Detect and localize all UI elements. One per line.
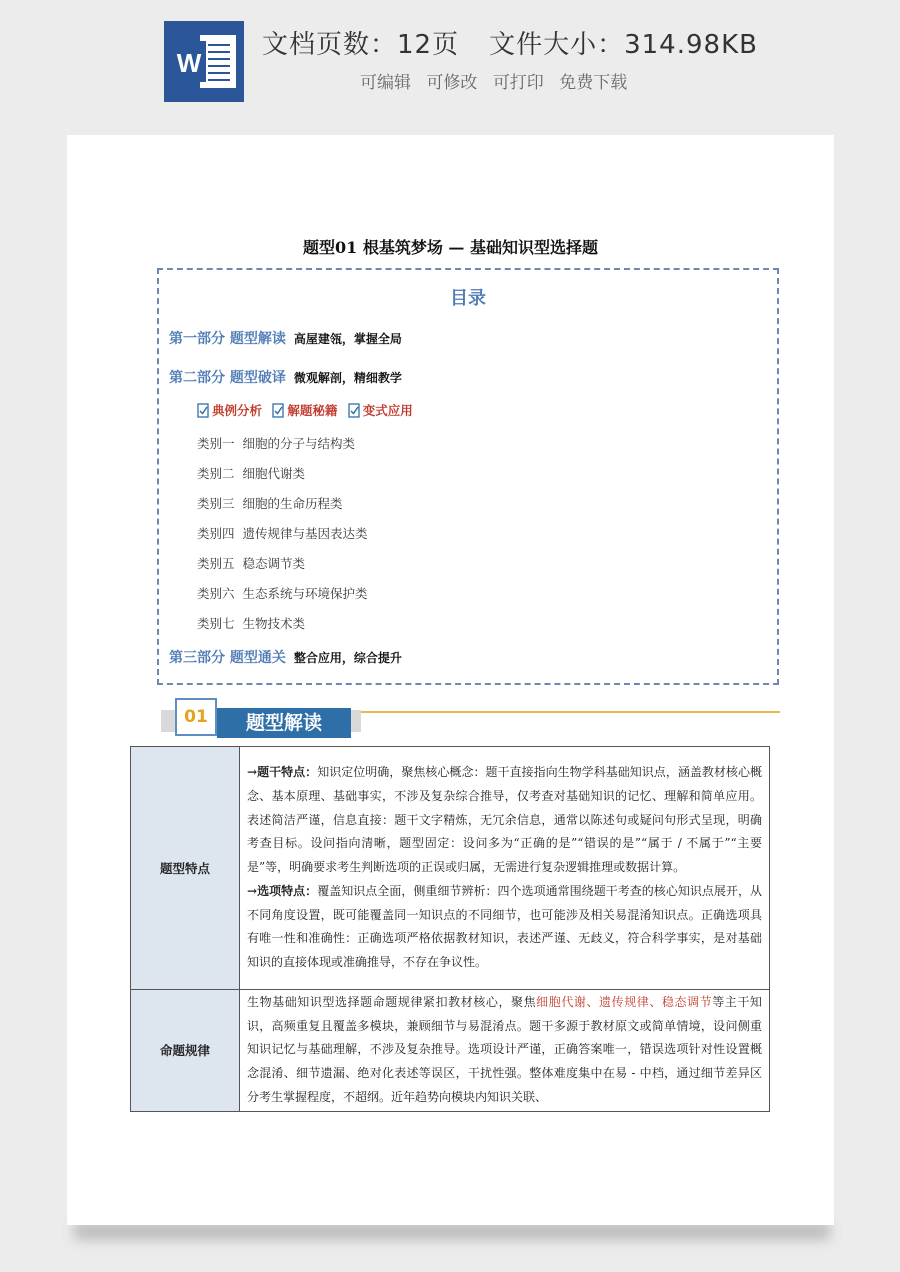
highlight-separator: 、 xyxy=(586,995,600,1009)
toc-part-subtitle: 微观解剖，精细教学 xyxy=(293,371,402,385)
feature-item: 可打印 xyxy=(492,73,544,93)
category-name: 细胞的生命历程类 xyxy=(242,496,343,511)
toc-category-item[interactable] xyxy=(197,614,305,632)
toc-part-3[interactable] xyxy=(169,647,402,667)
category-number: 类别四 xyxy=(197,526,235,541)
word-logo-letter: W xyxy=(176,48,202,78)
word-logo-icon xyxy=(164,21,244,102)
highlight-keyword: 遗传规律 xyxy=(599,995,650,1009)
toc-part-2[interactable] xyxy=(169,367,402,387)
feature-list xyxy=(360,68,637,93)
toc-heading: 目录 xyxy=(450,288,486,309)
row-content xyxy=(240,990,770,1112)
toc-category-item[interactable] xyxy=(197,434,355,452)
tag-label: 解题秘籍 xyxy=(287,403,338,418)
toc-tags xyxy=(197,401,419,421)
paragraph-option-features xyxy=(247,880,762,975)
paragraph-pattern xyxy=(247,991,762,1110)
toc-category-item[interactable] xyxy=(197,464,305,482)
category-number: 类别七 xyxy=(197,616,235,631)
row-content xyxy=(240,747,770,990)
paragraph-stem-features xyxy=(247,761,762,880)
highlight-separator: 、 xyxy=(649,995,662,1009)
feature-item: 可修改 xyxy=(426,73,478,93)
paragraph-text: 等主干知识，高频重复且覆盖多模块，兼顾细节与易混淆点。题干多源于教材原文或简单情境，设问侧重知识记忆与基础理解，不涉及复杂推导。选项设计严谨，正确答案唯一，错误选项针对性设置概念混淆、细节遗漏、绝对化表述等误区，干扰性强。整体难度集中在易 - 中档，通过细节差异区分考生掌握程度，不超纲。近年趋势向模块内知识关联、 xyxy=(247,995,762,1104)
tag-label: 典例分析 xyxy=(212,403,263,418)
category-number: 类别六 xyxy=(197,586,235,601)
paragraph-text: 生物基础知识型选择题命题规律紧扣教材核心，聚焦 xyxy=(247,995,537,1009)
section-number: 01 xyxy=(175,698,217,736)
toc-category-item[interactable] xyxy=(197,524,368,542)
row-header: 命题规律 xyxy=(131,990,240,1112)
tag-example-analysis[interactable] xyxy=(197,401,262,419)
document-title: 题型01 根基筑梦场 — 基础知识型选择题 xyxy=(303,238,598,257)
paragraph-lead: →选项特点： xyxy=(247,883,318,898)
section-title: 题型解读 xyxy=(217,708,351,738)
tag-solving-secrets[interactable] xyxy=(272,401,337,419)
category-name: 生态系统与环境保护类 xyxy=(242,586,368,601)
category-number: 类别一 xyxy=(197,436,235,451)
category-name: 细胞的分子与结构类 xyxy=(242,436,356,451)
doc-check-icon xyxy=(272,403,285,418)
tag-variant-application[interactable] xyxy=(348,401,413,419)
category-name: 生物技术类 xyxy=(242,616,306,631)
toc-part-label: 第一部分 题型解读 xyxy=(169,331,286,347)
paragraph-text: 覆盖知识点全面，侧重细节辨析：四个选项通常围绕题干考查的核心知识点展开，从不同角度设置，既可能覆盖同一知识点的不同细节，也可能涉及相关易混淆知识点。正确选项具有唯一性和准确性：正确选项严格依据教材知识，表述严谨、无歧义，符合科学事实，是对基础知识的直接体现或准确推导，不存在争议性。 xyxy=(247,883,762,969)
category-number: 类别五 xyxy=(197,556,235,571)
page-count: 文档页数：12页 xyxy=(262,30,460,60)
feature-item: 免费下载 xyxy=(559,73,628,93)
category-name: 遗传规律与基因表达类 xyxy=(242,526,368,541)
toc-part-label: 第三部分 题型通关 xyxy=(169,650,286,666)
toc-part-subtitle: 高屋建瓴，掌握全局 xyxy=(293,332,402,346)
toc-category-item[interactable] xyxy=(197,554,305,572)
paragraph-text: 知识定位明确，聚焦核心概念：题干直接指向生物学科基础知识点，涵盖教材核心概念、基本原理、基础事实，不涉及复杂综合推导，仅考查对基础知识的记忆、理解和简单应用。表述简洁严谨，信息直接：题干文字精炼，无冗余信息，通常以陈述句或疑问句形式呈现，明确考查目标。设问指向清晰，题型固定：设问多为“正确的是”“错误的是”“属于 / 不属于”“主要是”等，明确要求考生判断选项的正误或归属，无需进行复杂逻辑推理或数据计算。 xyxy=(247,765,762,875)
toc-category-item[interactable] xyxy=(197,584,368,602)
feature-item: 可编辑 xyxy=(360,73,411,93)
doc-check-icon xyxy=(197,403,210,418)
highlight-keyword: 稳态调节 xyxy=(661,995,713,1009)
category-name: 稳态调节类 xyxy=(242,556,306,571)
category-number: 类别二 xyxy=(197,466,235,481)
question-type-table xyxy=(130,746,770,1112)
highlight-keyword: 细胞代谢 xyxy=(536,995,587,1009)
table-row xyxy=(131,990,770,1112)
toc-part-1[interactable] xyxy=(169,328,402,348)
toc-part-label: 第二部分 题型破译 xyxy=(169,370,286,386)
document-page[interactable] xyxy=(67,135,834,1225)
file-size: 文件大小：314.98KB xyxy=(489,30,758,60)
paragraph-lead: →题干特点： xyxy=(247,765,318,780)
row-header: 题型特点 xyxy=(131,747,240,990)
file-meta xyxy=(262,24,758,61)
category-number: 类别三 xyxy=(197,496,235,511)
table-row xyxy=(131,747,770,990)
table-of-contents xyxy=(157,268,779,685)
toc-part-subtitle: 整合应用，综合提升 xyxy=(293,651,402,665)
tag-label: 变式应用 xyxy=(362,403,413,418)
toc-category-item[interactable] xyxy=(197,494,343,512)
doc-check-icon xyxy=(348,403,361,418)
category-name: 细胞代谢类 xyxy=(242,466,306,481)
